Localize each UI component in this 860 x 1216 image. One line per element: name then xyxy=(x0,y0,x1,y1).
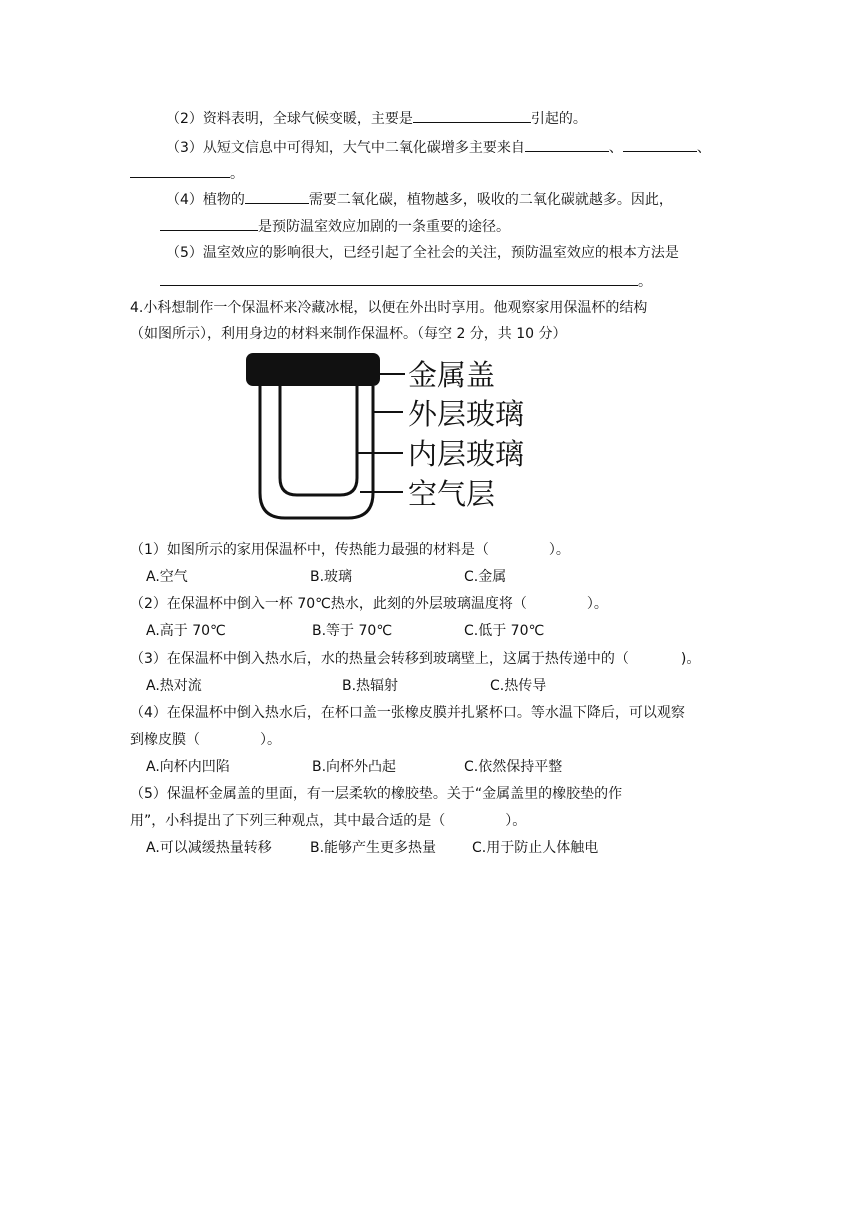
q3-separator-1: 、 xyxy=(608,140,623,156)
q3-end: 。 xyxy=(230,166,244,182)
label-outer-glass: 外层玻璃 xyxy=(408,397,525,431)
mcq-4-stem2-text: 到橡皮膜（ xyxy=(130,732,200,748)
q4-intro-line-1: 4.小科想制作一个保温杯来冷藏冰棍，以便在外出时享用。他观察家用保温杯的结构 xyxy=(130,300,648,316)
inner-glass-shape xyxy=(280,386,357,495)
mcq-3-option-a[interactable]: A.热对流 xyxy=(146,678,202,694)
mcq-5-option-c[interactable]: C.用于防止人体触电 xyxy=(472,840,599,856)
mcq-5-stem2-text: 用”，小科提出了下列三种观点，其中最合适的是（ xyxy=(130,813,446,829)
question-2 xyxy=(166,108,587,129)
mcq-3-option-b[interactable]: B.热辐射 xyxy=(342,678,399,694)
question-4 xyxy=(166,189,673,210)
mcq-3-stem-text: （3）在保温杯中倒入热水后，水的热量会转移到玻璃壁上，这属于热传递中的（ xyxy=(130,651,629,667)
q4-blank-1[interactable] xyxy=(245,189,309,204)
mcq-1-option-b[interactable]: B.玻璃 xyxy=(310,569,353,585)
mcq-1-stem xyxy=(130,540,570,560)
mcq-5-close: ）。 xyxy=(505,813,527,829)
mcq-1-option-c[interactable]: C.金属 xyxy=(464,569,507,585)
mcq-4-option-c[interactable]: C.依然保持平整 xyxy=(464,759,563,775)
q3-text-before: （3）从短文信息中可得知，大气中二氧化碳增多主要来自 xyxy=(166,140,525,156)
mcq-2-stem xyxy=(130,594,608,614)
mcq-2-option-c[interactable]: C.低于 70℃ xyxy=(464,623,545,639)
q4-text-after: 是预防温室效应加剧的一条重要的途径。 xyxy=(258,219,510,235)
mcq-3-option-c[interactable]: C.热传导 xyxy=(490,678,547,694)
mcq-5-stem-continued xyxy=(130,811,526,831)
label-air-layer: 空气层 xyxy=(408,477,496,511)
question-5 xyxy=(166,243,679,263)
question-3 xyxy=(166,137,711,158)
q3-blank-3[interactable] xyxy=(130,163,230,178)
mcq-1-option-a[interactable]: A.空气 xyxy=(146,569,188,585)
label-metal-lid: 金属盖 xyxy=(408,358,496,392)
mcq-5-option-b[interactable]: B.能够产生更多热量 xyxy=(310,840,437,856)
mcq-4-stem: （4）在保温杯中倒入热水后，在杯口盖一张橡皮膜并扎紧杯口。等水温下降后，可以观察 xyxy=(130,705,685,721)
q2-blank[interactable] xyxy=(413,108,531,123)
metal-lid-shape xyxy=(246,353,380,386)
q2-text-before: （2）资料表明，全球气候变暖，主要是 xyxy=(166,111,413,127)
mcq-4-stem-continued xyxy=(130,730,281,750)
mcq-4-option-b[interactable]: B.向杯外凸起 xyxy=(312,759,397,775)
mcq-3-stem xyxy=(130,649,700,669)
mcq-1-stem-text: （1）如图所示的家用保温杯中，传热能力最强的材料是（ xyxy=(130,542,489,558)
question-4-continued xyxy=(160,216,510,237)
mcq-2-close: ）。 xyxy=(586,596,608,612)
q4-intro-line-2: （如图所示），利用身边的材料来制作保温杯。（每空 2 分，共 10 分） xyxy=(130,326,567,342)
q3-separator-2: 、 xyxy=(696,140,711,156)
mcq-2-stem-text: （2）在保温杯中倒入一杯 70℃热水，此刻的外层玻璃温度将（ xyxy=(130,596,527,612)
q3-blank-1[interactable] xyxy=(525,137,609,152)
mcq-2-option-b[interactable]: B.等于 70℃ xyxy=(312,623,393,639)
mcq-1-close: ）。 xyxy=(548,542,570,558)
q2-text-after: 引起的。 xyxy=(530,111,587,127)
q5-end: 。 xyxy=(638,274,652,290)
q4-blank-2[interactable] xyxy=(160,216,258,231)
mcq-4-option-a[interactable]: A.向杯内凹陷 xyxy=(146,759,230,775)
mcq-5-stem: （5）保温杯金属盖的里面，有一层柔软的橡胶垫。关于“金属盖里的橡胶垫的作 xyxy=(130,786,623,802)
question-3-continued xyxy=(130,163,244,184)
q5-blank[interactable] xyxy=(160,271,638,286)
mcq-4-close: ）。 xyxy=(260,732,281,748)
mcq-3-close: )。 xyxy=(680,651,701,667)
q4-text-before: （4）植物的 xyxy=(166,192,245,208)
mcq-5-option-a[interactable]: A.可以减缓热量转移 xyxy=(146,840,272,856)
question-5-continued xyxy=(160,271,652,292)
thermos-diagram xyxy=(240,348,550,528)
label-inner-glass: 内层玻璃 xyxy=(408,437,525,471)
mcq-2-option-a[interactable]: A.高于 70℃ xyxy=(146,623,226,639)
q4-text-mid: 需要二氧化碳，植物越多，吸收的二氧化碳就越多。因此， xyxy=(308,192,673,208)
q5-text: （5）温室效应的影响很大，已经引起了全社会的关注，预防温室效应的根本方法是 xyxy=(166,245,679,261)
q3-blank-2[interactable] xyxy=(623,137,697,152)
